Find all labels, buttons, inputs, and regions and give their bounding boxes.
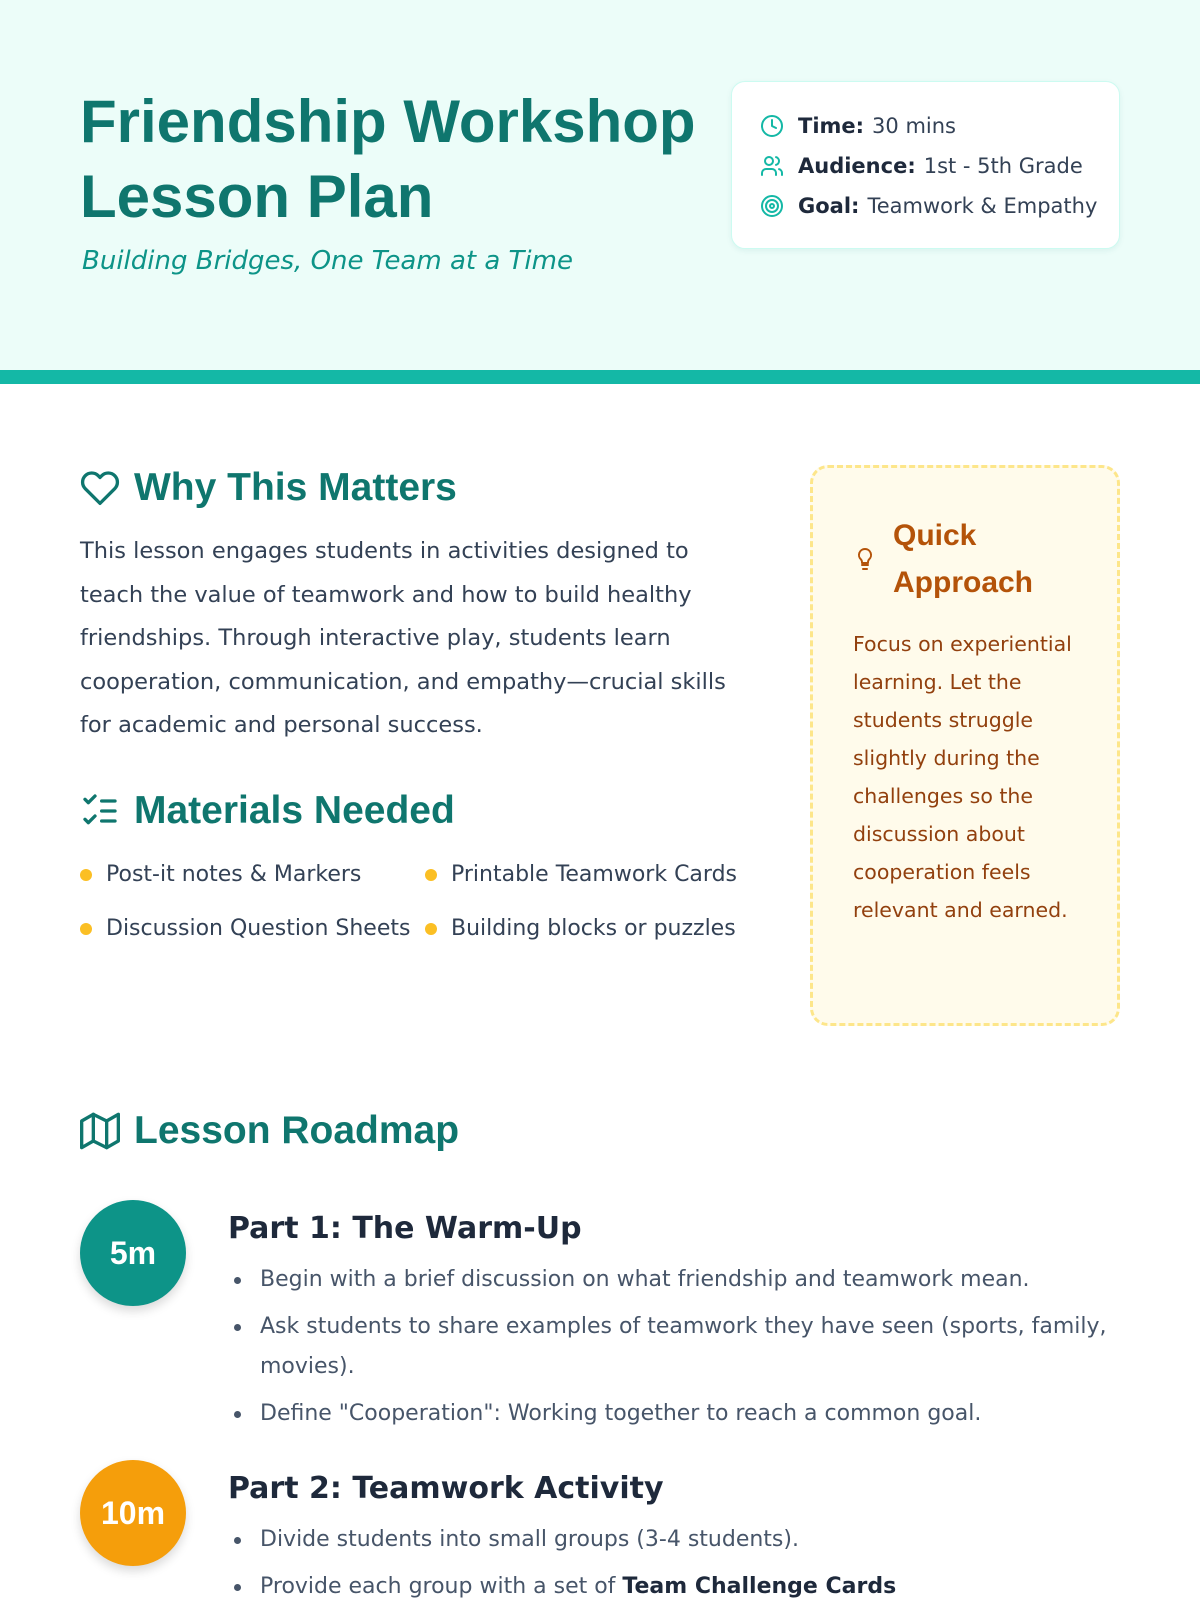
step-bullet	[228, 1260, 1120, 1300]
lightbulb-icon	[853, 544, 877, 574]
step-duration-badge: 5m	[80, 1200, 186, 1306]
material-item	[425, 855, 740, 895]
step-duration-badge: 10m	[80, 1460, 186, 1566]
info-label: Goal:	[798, 194, 860, 218]
step-bullet	[228, 1307, 1120, 1387]
material-item	[80, 909, 425, 949]
info-label: Audience:	[798, 154, 916, 178]
info-card	[731, 81, 1120, 249]
roadmap-heading-text: Lesson Roadmap	[134, 1109, 460, 1152]
bullet-dot	[80, 869, 92, 881]
header-divider	[0, 370, 1200, 384]
material-item	[80, 855, 425, 895]
quick-approach-text: Focus on experiential learning. Let the students struggle slightly during the challenges so the discussion about cooperation feels relevant and earned.	[853, 632, 1072, 922]
material-item	[425, 909, 740, 949]
materials-heading-text: Materials Needed	[134, 789, 455, 832]
info-value: 1st - 5th Grade	[923, 154, 1083, 178]
step-bullet	[228, 1520, 1120, 1560]
why-heading	[80, 466, 457, 510]
step-bullets	[228, 1520, 1120, 1600]
roadmap-step	[80, 1200, 1120, 1434]
step-bullets	[228, 1260, 1120, 1434]
step-bullet	[228, 1394, 1120, 1434]
heart-icon	[80, 468, 120, 508]
bullet-bold-text: Team Challenge Cards	[622, 1574, 897, 1599]
quick-approach-title: Quick Approach	[893, 519, 1034, 599]
info-value: 30 mins	[872, 114, 956, 138]
bullet-text: Provide each group with a set of	[260, 1574, 623, 1599]
bullet-text: Ask students to share examples of teamwork they have seen (sports, family, movies).	[260, 1314, 1107, 1379]
material-label: Post-it notes & Markers	[106, 862, 362, 887]
roadmap-heading	[80, 1109, 459, 1153]
step-title: Part 2: Teamwork Activity	[228, 1471, 664, 1506]
step-title: Part 1: The Warm-Up	[228, 1211, 582, 1246]
bullet-dot	[425, 869, 437, 881]
info-goal	[760, 186, 1119, 226]
material-label: Printable Teamwork Cards	[451, 862, 737, 887]
info-label: Time:	[798, 114, 865, 138]
info-time	[760, 106, 1119, 146]
material-label: Discussion Question Sheets	[106, 916, 411, 941]
checklist-icon	[80, 791, 120, 831]
quick-approach-header	[853, 512, 1093, 606]
info-value: Teamwork & Empathy	[867, 194, 1098, 218]
clock-icon	[760, 114, 784, 138]
roadmap-steps	[80, 1200, 1120, 1600]
step-bullet	[228, 1567, 1120, 1600]
materials-list	[80, 855, 740, 949]
target-icon	[760, 194, 784, 218]
page-subtitle: Building Bridges, One Team at a Time	[82, 246, 573, 276]
material-label: Building blocks or puzzles	[451, 916, 736, 941]
bullet-text: Define "Cooperation": Working together to reach a common goal.	[260, 1401, 982, 1426]
page-title: Friendship Workshop Lesson Plan	[80, 88, 696, 230]
bullet-text: Begin with a brief discussion on what friendship and teamwork mean.	[260, 1267, 1030, 1292]
why-text: This lesson engages students in activities designed to teach the value of teamwork and how to build healthy friendships. Through interactive play, students learn cooperation, communication, and empathy—crucial skills for academic and personal success.	[80, 538, 726, 738]
bullet-dot	[80, 923, 92, 935]
materials-heading	[80, 789, 455, 833]
map-icon	[80, 1111, 120, 1151]
roadmap-step	[80, 1460, 1120, 1600]
info-audience	[760, 146, 1119, 186]
why-heading-text: Why This Matters	[134, 466, 457, 509]
bullet-text: Divide students into small groups (3-4 students).	[260, 1527, 799, 1552]
bullet-dot	[425, 923, 437, 935]
users-icon	[760, 154, 784, 178]
quick-approach-card	[810, 465, 1120, 1026]
